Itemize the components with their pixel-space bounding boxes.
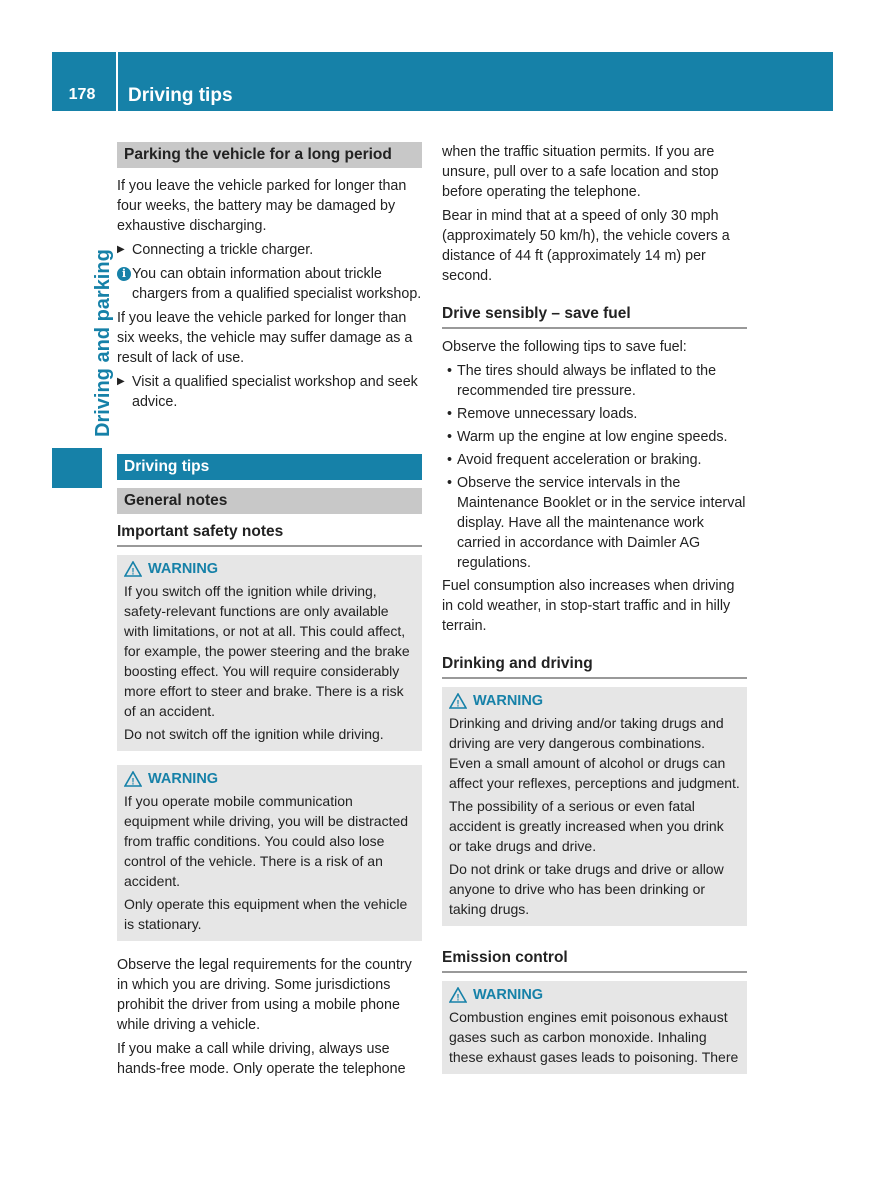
paragraph: when the traffic situation permits. If you are unsure, pull over to a safe location and stop before operating the telephone.: [442, 144, 719, 200]
list-item: • Warm up the engine at low engine speeds.: [447, 429, 728, 445]
warning-header: [124, 559, 415, 579]
warning-triangle-icon: [124, 561, 142, 577]
warning-box: [442, 687, 747, 926]
warning-title: WARNING: [148, 561, 219, 577]
warning-text: Only operate this equipment when the vehicle is stationary.: [124, 896, 408, 932]
page-header: [52, 52, 833, 111]
instruction-step: [117, 372, 422, 412]
paragraph: If you make a call while driving, always use hands-free mode. Only operate the telephone: [117, 1041, 406, 1077]
page-title: Driving tips: [128, 85, 233, 106]
paragraph: Observe the legal requirements for the country in which you are driving. Some jurisdictions prohibit the driver from using a mobile phone while driving a vehicle.: [117, 957, 412, 1033]
step-text: Visit a qualified specialist workshop and seek advice.: [132, 374, 418, 410]
warning-text: Combustion engines emit poisonous exhaust gases such as carbon monoxide. Inhaling these exhaust gases leads to poisoning. There: [449, 1009, 739, 1065]
warning-text: If you switch off the ignition while driving, safety-relevant functions are only available with limitations, or not at all. This could affect, for example, the power steering and the brake boosting effect. You will require considerably more effort to steer and brake. There is a risk of an accident.: [124, 583, 410, 719]
warning-text: The possibility of a serious or even fatal accident is greatly increased when you drink or take drugs and drive.: [449, 798, 724, 854]
info-note: [117, 264, 422, 304]
info-text: You can obtain information about trickle chargers from a qualified specialist workshop.: [132, 266, 422, 302]
subsection-heading-emission: Emission control: [442, 948, 747, 973]
svg-text:!: !: [131, 776, 135, 787]
subsection-heading-drinking: Drinking and driving: [442, 654, 747, 679]
chapter-marker: [52, 448, 102, 488]
instruction-step: [117, 240, 422, 260]
paragraph: Fuel consumption also increases when driving in cold weather, in stop-start traffic and in hilly terrain.: [442, 578, 735, 634]
list-item: • Observe the service intervals in the Maintenance Booklet or in the service interval display. Have all the maintenance work carried in accordance with Daimler AG regulations.: [447, 475, 746, 571]
warning-triangle-icon: [449, 987, 467, 1003]
svg-text:!: !: [456, 992, 460, 1003]
warning-header: [124, 769, 415, 789]
warning-box: [442, 981, 747, 1074]
list-item-text: Avoid frequent acceleration or braking.: [457, 452, 702, 468]
list-item-text: Warm up the engine at low engine speeds.: [457, 429, 728, 445]
chapter-side-tab: [52, 111, 114, 488]
warning-text: Drinking and driving and/or taking drugs and driving are very dangerous combinations. Even a small amount of alcohol or drugs can affect your reflexes, perceptions and judgment.: [449, 715, 740, 791]
subsection-heading-fuel: Drive sensibly – save fuel: [442, 304, 747, 329]
section-heading-general-notes: General notes: [117, 488, 422, 514]
warning-title: WARNING: [473, 693, 544, 709]
left-column: [117, 142, 422, 1083]
warning-title: WARNING: [473, 987, 544, 1003]
paragraph: Bear in mind that at a speed of only 30 mph (approximately 50 km/h), the vehicle covers a distance of 44 ft (approximately 14 m) per second.: [442, 208, 730, 284]
warning-box: [117, 555, 422, 751]
right-column: [442, 142, 747, 1088]
list-item: • The tires should always be inflated to the recommended tire pressure.: [447, 363, 717, 399]
page-number: 178: [68, 86, 96, 103]
warning-triangle-icon: [449, 693, 467, 709]
warning-box: [117, 765, 422, 941]
warning-header: [449, 985, 740, 1005]
warning-triangle-icon: [124, 771, 142, 787]
warning-text: If you operate mobile communication equipment while driving, you will be distracted from traffic conditions. You could also lose control of the vehicle. There is a risk of an accident.: [124, 793, 409, 889]
svg-text:!: !: [456, 698, 460, 709]
chapter-label: Driving and parking: [92, 249, 114, 437]
list-item-text: Remove unnecessary loads.: [457, 406, 638, 422]
svg-text:!: !: [131, 566, 135, 577]
step-text: Connecting a trickle charger.: [132, 242, 314, 258]
warning-header: [449, 691, 740, 711]
paragraph: Observe the following tips to save fuel:: [442, 339, 687, 355]
list-item: • Remove unnecessary loads.: [447, 406, 638, 422]
subsection-heading-safety: Important safety notes: [117, 522, 422, 547]
step-arrow-icon: ▶: [117, 244, 125, 255]
warning-text: Do not switch off the ignition while driving.: [124, 726, 384, 742]
list-item: • Avoid frequent acceleration or braking.: [447, 452, 702, 468]
list-item-text: Observe the service intervals in the Maintenance Booklet or in the service interval display. Have all the maintenance work carried in accordance with Daimler AG regulations.: [457, 475, 746, 571]
info-icon: i: [117, 267, 131, 281]
warning-text: Do not drink or take drugs and drive or allow anyone to drive who has been drinking or taking drugs.: [449, 861, 724, 917]
header-divider: [116, 52, 118, 111]
section-heading-parking: Parking the vehicle for a long period: [117, 142, 422, 168]
step-arrow-icon: ▶: [117, 376, 125, 387]
list-item-text: The tires should always be inflated to the recommended tire pressure.: [457, 363, 717, 399]
paragraph: If you leave the vehicle parked for longer than six weeks, the vehicle may suffer damage as a result of lack of use.: [117, 310, 413, 366]
warning-title: WARNING: [148, 771, 219, 787]
paragraph: If you leave the vehicle parked for longer than four weeks, the battery may be damaged by exhaustive discharging.: [117, 178, 407, 234]
section-heading-driving-tips: Driving tips: [117, 454, 422, 480]
